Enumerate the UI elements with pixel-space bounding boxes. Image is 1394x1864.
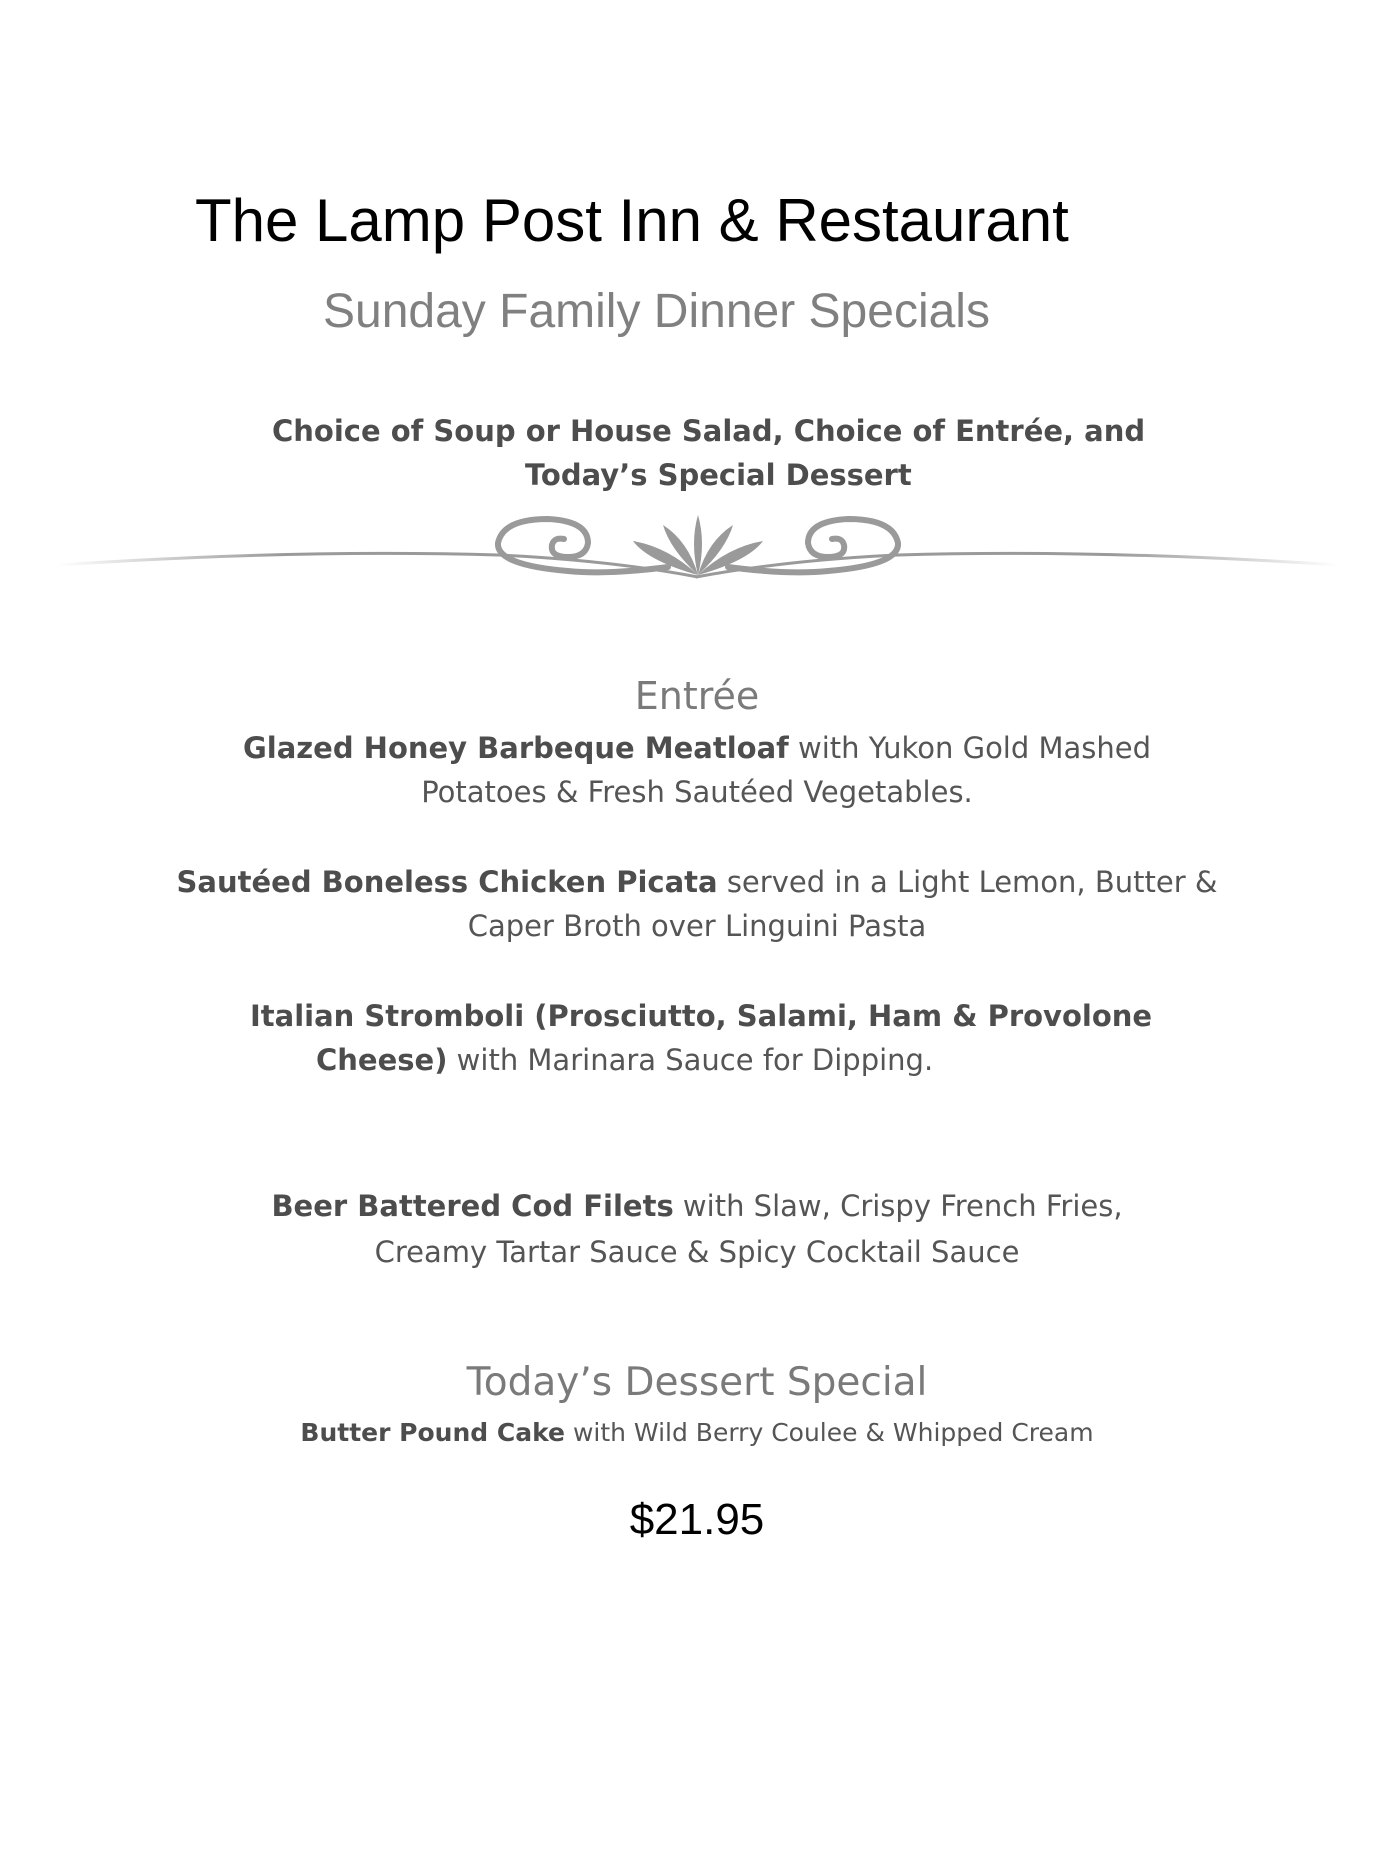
entree-heading: Entrée	[634, 674, 760, 718]
entree-item-3-line-2	[316, 1044, 933, 1077]
menu-subtitle: Sunday Family Dinner Specials	[323, 285, 990, 338]
entree-item-3-desc-2: with Marinara Sauce for Dipping.	[447, 1043, 934, 1077]
menu-price: $21.95	[629, 1495, 765, 1544]
entree-item-4-line-2: Creamy Tartar Sauce & Spicy Cocktail Sauce	[374, 1235, 1020, 1269]
entree-item-4-name: Beer Battered Cod Filets	[271, 1189, 674, 1223]
entree-item-3-name-1: Italian Stromboli (Prosciutto, Salami, Ham & Provolone	[250, 999, 1153, 1033]
entree-item-2-line-1	[0, 866, 1394, 899]
dessert-item-desc: with Wild Berry Coulee & Whipped Cream	[565, 1418, 1094, 1447]
scroll-divider-icon	[48, 505, 1346, 595]
entree-item-2-desc-1: served in a Light Lemon, Butter &	[717, 865, 1218, 899]
entree-item-1-line-1	[0, 732, 1394, 765]
entree-item-1-line-2: Potatoes & Fresh Sautéed Vegetables.	[421, 775, 973, 809]
intro-line-2: Today’s Special Dessert	[525, 458, 912, 492]
intro-line-1: Choice of Soup or House Salad, Choice of Entrée, and	[272, 414, 1146, 448]
entree-item-4-desc-1: with Slaw, Crispy French Fries,	[673, 1189, 1123, 1223]
entree-item-1-desc-1: with Yukon Gold Mashed	[788, 731, 1152, 765]
entree-item-3-name-2: Cheese)	[316, 1043, 448, 1077]
entree-item-2-name: Sautéed Boneless Chicken Picata	[176, 865, 718, 899]
entree-item-3-line-1	[250, 1000, 1152, 1033]
dessert-heading: Today’s Dessert Special	[466, 1360, 928, 1405]
entree-item-1-name: Glazed Honey Barbeque Meatloaf	[242, 731, 789, 765]
dessert-item-name: Butter Pound Cake	[300, 1418, 565, 1447]
entree-item-2-line-2: Caper Broth over Linguini Pasta	[467, 909, 927, 943]
dessert-item	[0, 1419, 1394, 1448]
entree-item-4-line-1	[0, 1190, 1394, 1223]
restaurant-title: The Lamp Post Inn & Restaurant	[195, 187, 1069, 254]
